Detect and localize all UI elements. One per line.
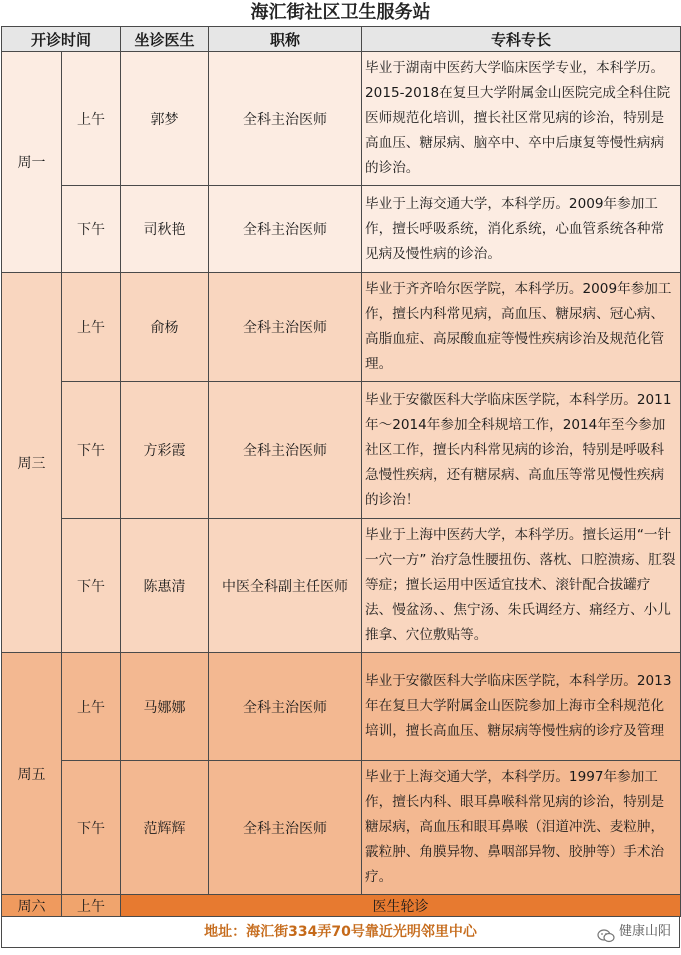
session-half: 上午	[62, 653, 121, 761]
schedule-table	[1, 26, 681, 917]
header-rank: 职称	[209, 27, 362, 52]
header-row	[2, 27, 681, 52]
doctor-name: 马娜娜	[121, 653, 209, 761]
session-half: 上午	[62, 273, 121, 382]
wechat-icon	[597, 925, 615, 939]
header-specialty: 专科专长	[362, 27, 681, 52]
session-half: 下午	[62, 186, 121, 273]
session-half: 下午	[62, 382, 121, 519]
doctor-rank: 全科主治医师	[209, 186, 362, 273]
footer	[1, 917, 680, 948]
day-wednesday: 周三	[2, 273, 62, 653]
table-row	[2, 382, 681, 519]
doctor-specialty: 毕业于上海交通大学，本科学历。1997年参加工作，擅长内科、眼耳鼻喉科常见病的诊治，特别是糖尿病，高血压和眼耳鼻喉（泪道冲洗、麦粒肿，霰粒肿、角膜异物、鼻咽部异物、胶肿等）手术治疗。	[362, 761, 681, 895]
table-row	[2, 761, 681, 895]
table-row	[2, 895, 681, 917]
brand-name: 健康山阳	[618, 924, 671, 939]
doctor-specialty: 毕业于安徽医科大学临床医学院，本科学历。2011年～2014年参加全科规培工作，2014年至今参加社区工作，擅长内科常见病的诊治，特别是呼吸科急慢性疾病，还有糖尿病、高血压等常见慢性疾病的诊治！	[362, 382, 681, 519]
doctor-name: 俞杨	[121, 273, 209, 382]
day-friday: 周五	[2, 653, 62, 895]
day-saturday: 周六	[2, 895, 62, 917]
table-row	[2, 186, 681, 273]
doctor-name: 陈惠清	[121, 519, 209, 653]
page-title: 海汇街社区卫生服务站	[250, 2, 431, 23]
header-time: 开诊时间	[2, 27, 121, 52]
doctor-name: 方彩霞	[121, 382, 209, 519]
session-half: 上午	[62, 895, 121, 917]
table-row	[2, 273, 681, 382]
doctor-specialty: 毕业于上海交通大学，本科学历。2009年参加工作，擅长呼吸系统，消化系统，心血管系统各种常见病及慢性病的诊治。	[362, 186, 681, 273]
table-row	[2, 519, 681, 653]
doctor-specialty: 毕业于湖南中医药大学临床医学专业，本科学历。2015-2018在复旦大学附属金山医院完成全科住院医师规范化培训，擅长社区常见病的诊治，特别是高血压、糖尿病、脑卒中、卒中后康复等慢性病病的诊治。	[362, 52, 681, 186]
address: 地址：海汇街334弄70号靠近光明邻里中心	[204, 924, 477, 940]
brand-watermark	[597, 917, 671, 947]
doctor-rank: 全科主治医师	[209, 382, 362, 519]
doctor-name: 司秋艳	[121, 186, 209, 273]
doctor-rank: 全科主治医师	[209, 52, 362, 186]
header-doctor: 坐诊医生	[121, 27, 209, 52]
doctor-rank: 中医全科副主任医师	[209, 519, 362, 653]
doctor-rank: 全科主治医师	[209, 653, 362, 761]
session-half: 下午	[62, 761, 121, 895]
table-row	[2, 653, 681, 761]
session-half: 上午	[62, 52, 121, 186]
doctor-rank: 全科主治医师	[209, 273, 362, 382]
table-row	[2, 52, 681, 186]
doctor-name: 郭梦	[121, 52, 209, 186]
rotation-note: 医生轮诊	[121, 895, 681, 917]
doctor-specialty: 毕业于安徽医科大学临床医学院，本科学历。2013年在复旦大学附属金山医院参加上海市全科规范化培训，擅长高血压、糖尿病等慢性病的诊疗及管理	[362, 653, 681, 761]
day-monday: 周一	[2, 52, 62, 273]
session-half: 下午	[62, 519, 121, 653]
doctor-specialty: 毕业于上海中医药大学，本科学历。擅长运用“一针一穴一方” 治疗急性腰扭伤、落枕、口腔溃疡、肛裂等症；擅长运用中医适宜技术、滚针配合拔罐疗法、慢盆汤、、焦宁汤、朱氏调经方、痛经方、小儿推拿、穴位敷贴等。	[362, 519, 681, 653]
doctor-rank: 全科主治医师	[209, 761, 362, 895]
doctor-name: 范辉辉	[121, 761, 209, 895]
doctor-specialty: 毕业于齐齐哈尔医学院，本科学历。2009年参加工作，擅长内科常见病，高血压、糖尿病、冠心病、高脂血症、高尿酸血症等慢性疾病诊治及规范化管理。	[362, 273, 681, 382]
